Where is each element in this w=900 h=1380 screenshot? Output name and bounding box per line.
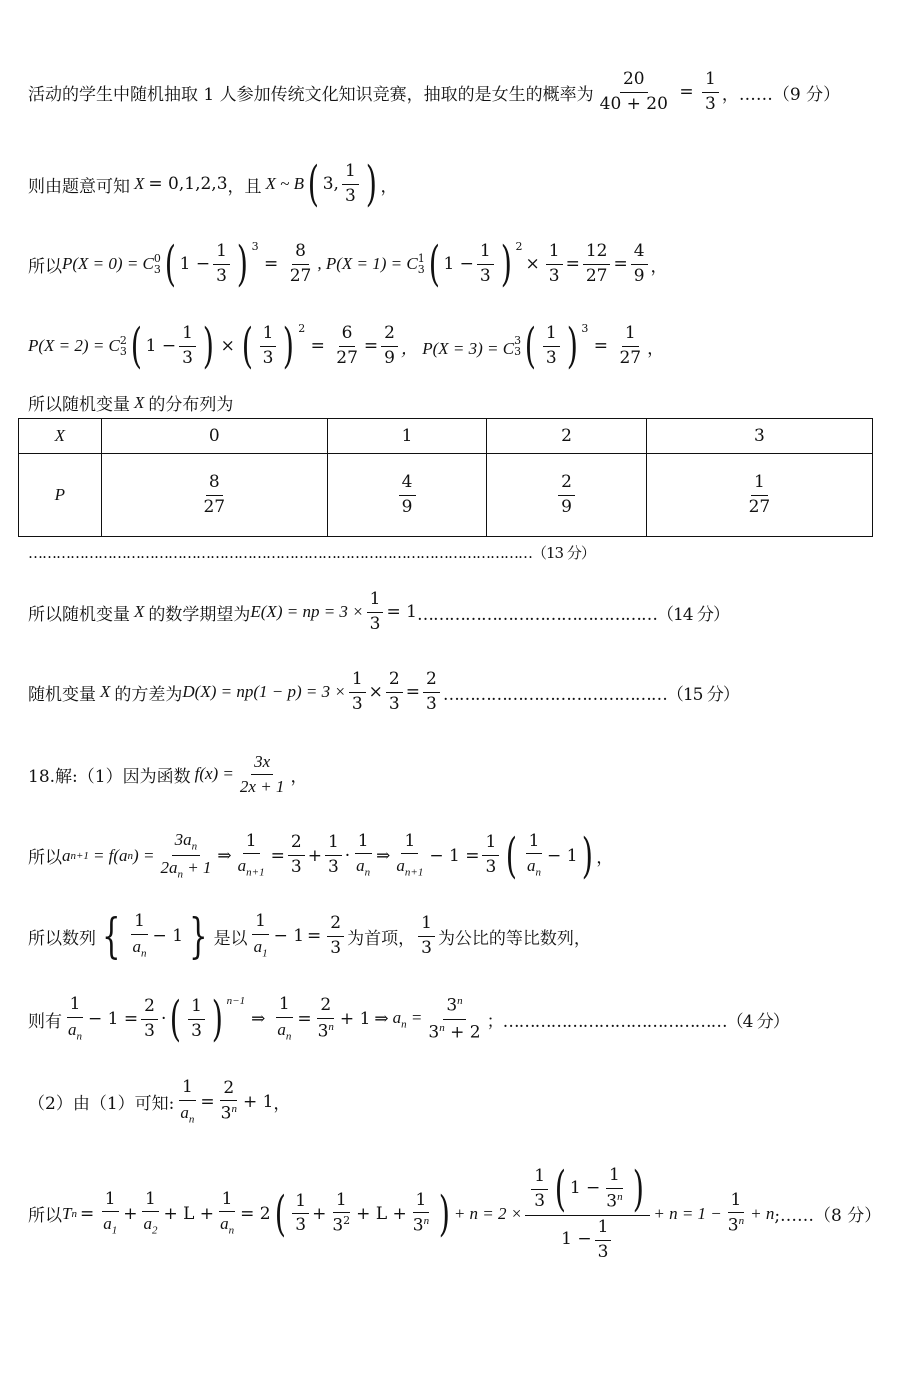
table-cell: $\frac{8}{27}$ [101, 454, 327, 537]
score-note: ，……（9 分） [721, 84, 841, 105]
table-cell: X [19, 419, 102, 454]
table-cell: 0 [101, 419, 327, 454]
table-cell: 1 [327, 419, 486, 454]
text: 活动的学生中随机抽取 1 人参加传统文化知识竞赛，抽取的是女生的概率为 [28, 84, 594, 105]
fraction-1-3: $\frac{1}{3}$ [702, 70, 719, 114]
line-p0-p1: 所以 P(X = 0) = C 0 3 ( 1 − $\frac{1}{3}$ ) $^3$ = $\frac{8}{27}$ , P(X = 1) = C 1 3 ( 1 − $\frac{1}{3}$ ) $^2$ × $\frac{1}{3}$ = $\frac{12}{27}$ = $\frac{4}{9}$ ， [28, 236, 668, 292]
line-sum-tn: 所以 T n = $\frac{1}{a_1}$ + $\frac{1}{a_2}$ + L + $\frac{1}{a_n}$ = 2 ( $\frac{1}{3}$ + $\frac{1}{3^2}$ + L + $\frac{1}{3^n}$ ) + n = 2 × $\frac{1}{3}$ ( 1 − $\frac{1}{3^n}$ ) 1 − $\frac{1}{3}$ + n = 1 − $\frac{1}{3^n}$ + n ;……（8 分） [28, 1161, 882, 1262]
line-an-formula: 则有 $\frac{1}{a_n}$ − 1 = $\frac{2}{3}$ · ( $\frac{1}{3}$ ) $^{n-1}$ ⇒ $\frac{1}{a_n}$ = $\frac{2}{3^n}$ + 1 ⇒ $a_n$ = $\frac{3^n}{3^n + 2}$ ；……………………………………（4 分） [28, 991, 789, 1047]
table-row [19, 454, 873, 537]
table-cell: $\frac{2}{9}$ [487, 454, 646, 537]
table-cell: 3 [646, 419, 872, 454]
line-part2: （2）由（1）可知: $\frac{1}{a_n}$ = $\frac{2}{3^n}$ + 1 ， [28, 1077, 291, 1125]
table-cell: $\frac{4}{9}$ [327, 454, 486, 537]
table-cell: 2 [487, 419, 646, 454]
line-binomial: 则由题意可知 X = 0,1,2,3 ，且 X ~ B ( 3, $\frac{1}{3}$ ) ， [28, 156, 398, 212]
table-cell: P [19, 454, 102, 537]
line-p2-p3: P(X = 2) = C 2 3 ( 1 − $\frac{1}{3}$ ) × ( $\frac{1}{3}$ ) $^2$ = $\frac{6}{27}$ = $\frac{2}{9}$ ， P(X = 3) = C 3 3 ( $\frac{1}{3}$ ) $^3$ = $\frac{1}{27}$ ， [28, 318, 665, 374]
distribution-table [18, 418, 873, 537]
table-header-row [19, 419, 873, 454]
fraction-20-over-60: $\frac{20}{40 + 20}$ [599, 69, 668, 114]
line-expectation: 所以随机变量 X 的数学期望为 E(X) = np = 3 × $\frac{1}{3}$ = 1 ………………………………………（14 分） [28, 589, 729, 634]
line-probability-girl: 活动的学生中随机抽取 1 人参加传统文化知识竞赛，抽取的是女生的概率为 $\frac{20}{40 + 20}$ = $\frac{1}{3}$ ，……（9 分） [28, 69, 841, 114]
line-score-13: ………………………………………………………………………………………………（13 分） [28, 544, 595, 562]
text: 则由题意可知 [28, 176, 130, 197]
line-dist-intro: 所以随机变量 X 的分布列为 [28, 392, 234, 415]
fraction-p: $\frac{1}{3}$ [342, 162, 359, 206]
line-recurrence: 所以 a n+1 = f(a n ) = $\frac{3a_n}{2a_n + 1}$ ⇒ $\frac{1}{a_{n+1}}$ = $\frac{2}{3}$ + $\frac{1}{3}$ · $\frac{1}{a_n}$ ⇒ $\frac{1}{a_{n+1}}$ − 1 = $\frac{1}{3}$ ( $\frac{1}{a_n}$ − 1 ) ， [28, 827, 614, 884]
line-variance: 随机变量 X 的方差为 D(X) = np(1 − p) = 3 × $\frac{1}{3}$ × $\frac{2}{3}$ = $\frac{2}{3}$ ……………………………………（15 分） [28, 669, 739, 714]
table-cell: $\frac{1}{27}$ [646, 454, 872, 537]
line-q18-function: 18.解:（1）因为函数 f(x) = $\frac{3x}{2x + 1}$ ， [28, 752, 308, 796]
line-geometric: 所以数列 { $\frac{1}{a_n}$ − 1 } 是以 $\frac{1}{a_1}$ − 1 = $\frac{2}{3}$ 为首项， $\frac{1}{3}$ 为公比的等比数列， [28, 908, 591, 964]
